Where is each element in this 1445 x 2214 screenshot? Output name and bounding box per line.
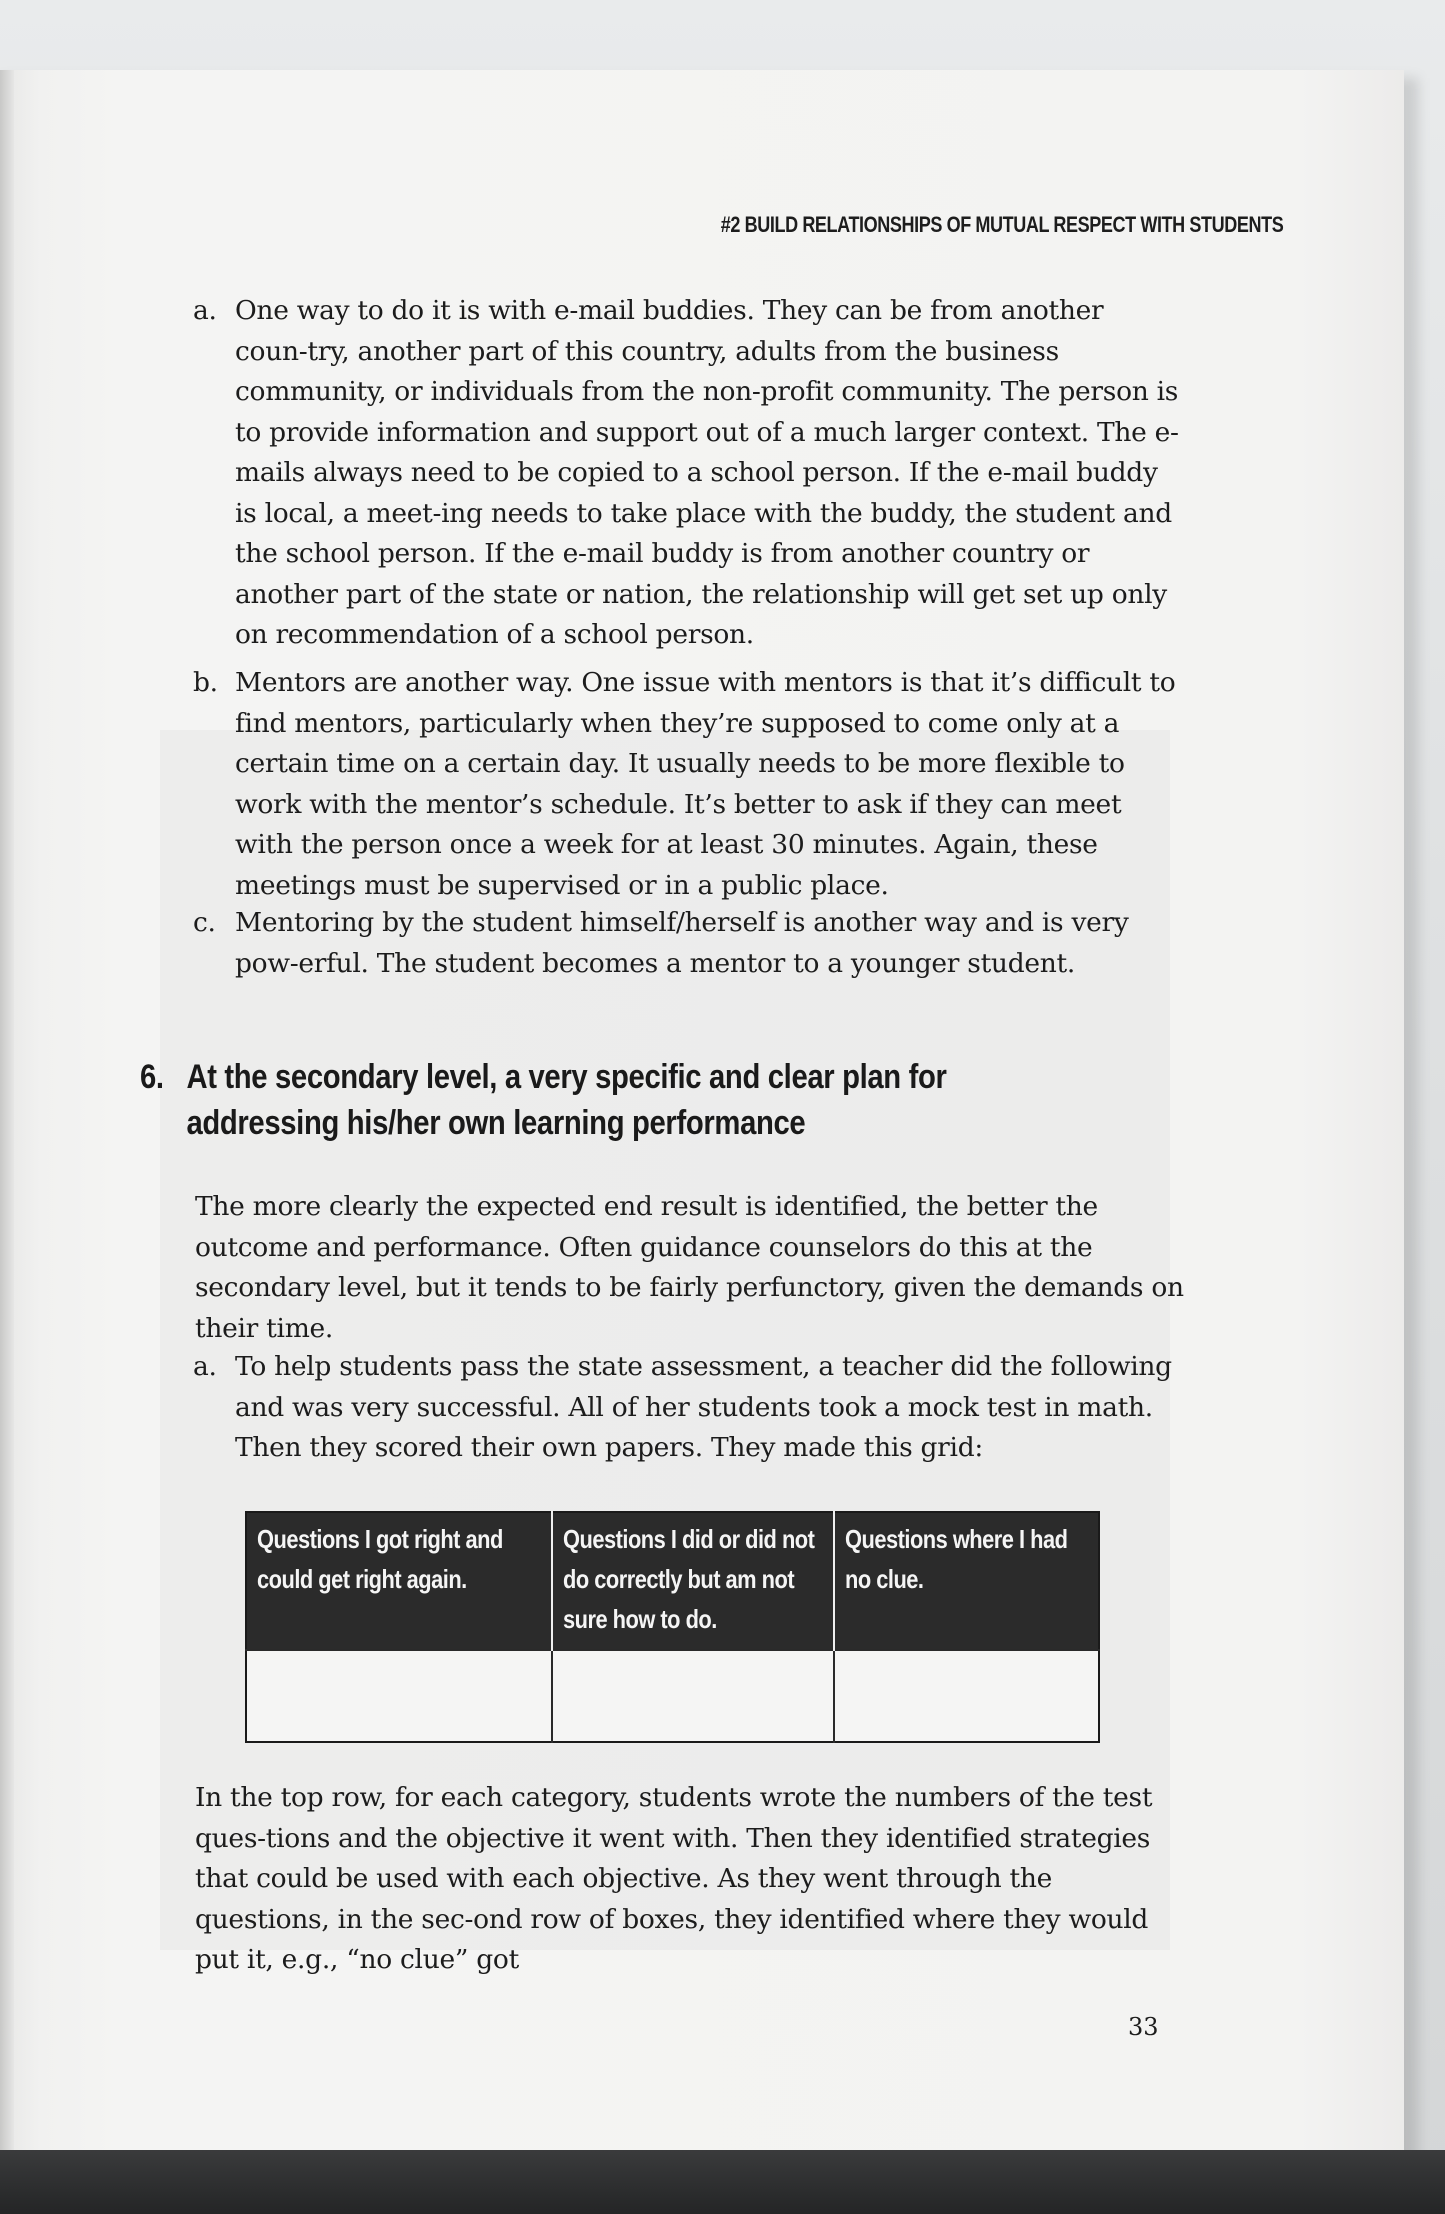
list-item-text: To help students pass the state assessment, a teacher did the following and was very successful. All of her students took a mock test in math. Then they scored their own papers. They made this grid: (235, 1351, 1172, 1463)
list-item-email-buddies (193, 291, 1183, 656)
list-marker: a. (193, 1351, 217, 1382)
list-marker: c. (193, 907, 216, 938)
header-text: Questions I did or did not do correctly but am not sure how to do. (562, 1524, 814, 1634)
header-text: Questions where I had no clue. (845, 1524, 1068, 1594)
assessment-grid-table (245, 1511, 1100, 1743)
table-header-cell (834, 1512, 1099, 1650)
list-item-self-mentoring (193, 903, 1183, 984)
list-item-state-assessment (193, 1347, 1183, 1469)
table-header-cell (552, 1512, 835, 1650)
closing-paragraph: In the top row, for each category, students wrote the numbers of the test ques-tions and the objective it went with. Then they identified strategies that could be used with each objective. As they went through the questions, in the sec-ond row of boxes, they identified where they would put it, e.g., “no clue” got (195, 1782, 1153, 1975)
table-cell (246, 1650, 552, 1742)
intro-paragraph: The more clearly the expected end result is identified, the better the outcome and performance. Often guidance counselors do this at the secondary level, but it tends to be fairly perfunctory, given the demands on their time. (195, 1191, 1184, 1344)
list-marker: a. (193, 295, 217, 326)
table-row (246, 1650, 1099, 1742)
list-marker: b. (193, 667, 218, 698)
table-cell (834, 1650, 1099, 1742)
desk-surface (0, 2150, 1445, 2214)
header-text: Questions I got right and could get right again. (257, 1524, 503, 1594)
table-cell (552, 1650, 835, 1742)
list-item-mentors (193, 663, 1183, 906)
running-head: #2 BUILD RELATIONSHIPS OF MUTUAL RESPECT WITH STUDENTS (720, 212, 1284, 237)
table-header-cell (246, 1512, 552, 1650)
list-item-text: Mentors are another way. One issue with mentors is that it’s difficult to find mentors, particularly when they’re supposed to come only at a certain time on a certain day. It usually needs to be more flexible to work with the mentor’s schedule. It’s better to ask if they can meet with the person once a week for at least 30 minutes. Again, these meetings must be supervised or in a public place. (235, 667, 1176, 901)
list-item-text: One way to do it is with e-mail buddies. They can be from another coun-try, another part of this country, adults from the business community, or individuals from the non-profit community. The person is to provide information and support out of a much larger context. The e-mails always need to be copied to a school person. If the e-mail buddy is local, a meet-ing needs to take place with the buddy, the student and the school person. If the e-mail buddy is from another country or another part of the state or nation, the relationship will get set up only on recommendation of a school person. (235, 295, 1179, 650)
list-item-text: Mentoring by the student himself/herself is another way and is very pow-erful. The student becomes a mentor to a younger student. (235, 907, 1129, 979)
section-heading (140, 1054, 1086, 1146)
page-binding-edge (0, 70, 14, 2155)
section-number: 6. (140, 1058, 164, 1096)
page-number: 33 (1128, 2013, 1159, 2041)
table-header-row (246, 1512, 1099, 1650)
section-heading-text: At the secondary level, a very specific and clear plan for addressing his/her own learning performance (186, 1058, 947, 1142)
